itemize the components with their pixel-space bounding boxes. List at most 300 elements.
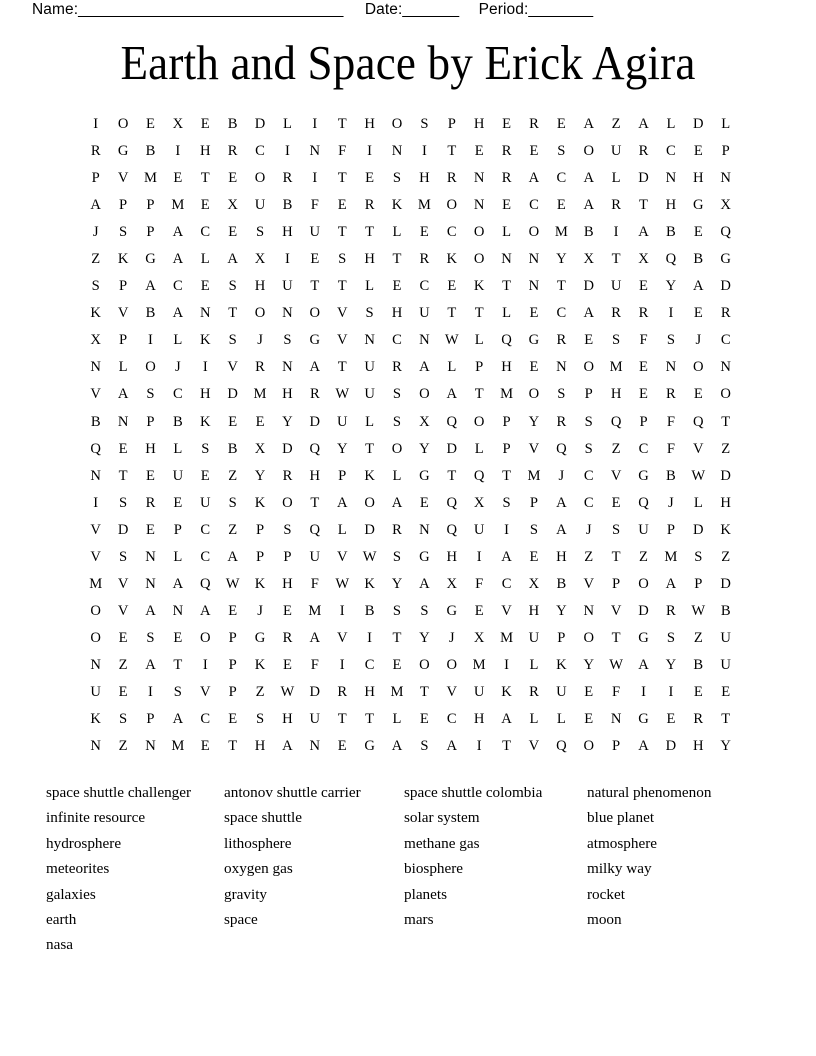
grid-cell[interactable]: H xyxy=(282,224,293,241)
grid-cell[interactable]: U xyxy=(282,278,293,295)
grid-cell[interactable]: F xyxy=(639,332,648,349)
grid-cell[interactable]: V xyxy=(117,602,129,619)
grid-cell[interactable]: E xyxy=(200,116,210,133)
grid-cell[interactable]: H xyxy=(199,386,211,403)
grid-cell[interactable]: N xyxy=(309,738,321,755)
grid-cell[interactable]: E xyxy=(146,521,155,538)
grid-cell[interactable]: E xyxy=(639,386,648,403)
grid-cell[interactable]: V xyxy=(501,602,512,619)
grid-cell[interactable]: Y xyxy=(391,575,403,592)
grid-cell[interactable]: V xyxy=(528,440,540,457)
grid-cell[interactable]: E xyxy=(529,359,539,376)
grid-cell[interactable]: Q xyxy=(665,251,677,268)
grid-cell[interactable]: D xyxy=(227,386,238,403)
grid-cell[interactable]: A xyxy=(227,251,238,268)
grid-cell[interactable]: M xyxy=(527,467,541,484)
grid-cell[interactable]: H xyxy=(282,386,293,403)
grid-cell[interactable]: P xyxy=(529,494,538,511)
grid-cell[interactable]: O xyxy=(309,305,321,322)
grid-cell[interactable]: S xyxy=(666,629,675,646)
grid-cell[interactable]: B xyxy=(145,305,156,322)
grid-cell[interactable]: D xyxy=(309,684,321,700)
grid-cell[interactable]: T xyxy=(721,413,731,430)
grid-cell[interactable]: Z xyxy=(228,521,238,538)
grid-cell[interactable]: T xyxy=(118,467,128,484)
grid-cell[interactable]: Q xyxy=(309,521,321,538)
grid-cell[interactable]: R xyxy=(392,521,402,538)
grid-cell[interactable]: N xyxy=(391,143,403,160)
word-list-item[interactable]: atmosphere xyxy=(587,834,658,852)
grid-cell[interactable]: H xyxy=(391,305,403,322)
grid-cell[interactable]: W xyxy=(225,575,240,592)
grid-cell[interactable]: H xyxy=(473,711,485,728)
grid-cell[interactable]: J xyxy=(257,602,263,619)
grid-cell[interactable]: Y xyxy=(282,413,293,430)
grid-cell[interactable]: E xyxy=(337,197,347,214)
grid-cell[interactable]: Q xyxy=(446,521,458,538)
grid-cell[interactable]: U xyxy=(309,224,321,241)
grid-cell[interactable]: K xyxy=(391,197,403,214)
grid-cell[interactable]: V xyxy=(610,467,622,484)
word-list-item[interactable]: lithosphere xyxy=(224,834,292,852)
grid-cell[interactable]: V xyxy=(336,305,348,322)
grid-cell[interactable]: O xyxy=(391,440,403,457)
grid-cell[interactable]: X xyxy=(528,575,540,592)
grid-cell[interactable]: U xyxy=(90,684,101,700)
grid-cell[interactable]: L xyxy=(392,224,402,241)
grid-cell[interactable]: H xyxy=(419,170,430,187)
word-list-item[interactable]: galaxies xyxy=(46,885,96,903)
grid-cell[interactable]: E xyxy=(173,494,183,511)
grid-cell[interactable]: O xyxy=(254,170,266,187)
grid-cell[interactable]: G xyxy=(638,467,649,484)
grid-cell[interactable]: Z xyxy=(118,656,128,673)
word-list-item[interactable]: nasa xyxy=(46,936,73,954)
grid-cell[interactable]: P xyxy=(255,548,265,565)
grid-cell[interactable]: E xyxy=(118,440,128,457)
grid-cell[interactable]: O xyxy=(199,629,211,646)
grid-cell[interactable]: H xyxy=(665,197,677,214)
grid-cell[interactable]: K xyxy=(199,413,211,430)
grid-cell[interactable]: L xyxy=(693,494,703,511)
grid-cell[interactable]: K xyxy=(556,656,567,673)
grid-cell[interactable]: G xyxy=(145,251,156,268)
grid-cell[interactable]: U xyxy=(720,629,731,646)
grid-cell[interactable]: N xyxy=(145,738,156,755)
grid-cell[interactable]: Z xyxy=(91,251,101,268)
grid-cell[interactable]: S xyxy=(694,548,703,565)
grid-cell[interactable]: Q xyxy=(720,224,731,241)
grid-cell[interactable]: E xyxy=(502,197,512,214)
grid-cell[interactable]: D xyxy=(583,278,594,295)
grid-cell[interactable]: A xyxy=(117,386,129,403)
grid-cell[interactable]: J xyxy=(92,224,99,241)
grid-cell[interactable]: Q xyxy=(610,413,622,430)
grid-cell[interactable]: M xyxy=(500,629,514,646)
grid-cell[interactable]: I xyxy=(339,656,345,673)
grid-cell[interactable]: A xyxy=(583,170,594,187)
grid-cell[interactable]: E xyxy=(392,278,402,295)
grid-cell[interactable]: S xyxy=(228,494,237,511)
grid-cell[interactable]: I xyxy=(668,305,674,322)
grid-cell[interactable]: T xyxy=(474,305,484,322)
grid-cell[interactable]: A xyxy=(638,116,649,133)
grid-cell[interactable]: U xyxy=(638,521,649,538)
grid-cell[interactable]: E xyxy=(173,170,183,187)
grid-cell[interactable]: E xyxy=(310,251,320,268)
grid-cell[interactable]: N xyxy=(419,332,430,349)
grid-cell[interactable]: E xyxy=(282,656,292,673)
grid-cell[interactable]: N xyxy=(309,143,321,160)
grid-cell[interactable]: G xyxy=(693,197,704,214)
grid-cell[interactable]: T xyxy=(502,738,512,755)
grid-cell[interactable]: H xyxy=(364,684,375,700)
grid-cell[interactable]: P xyxy=(146,224,155,241)
grid-cell[interactable]: R xyxy=(282,629,293,646)
grid-cell[interactable]: P xyxy=(255,521,265,538)
grid-cell[interactable]: W xyxy=(609,656,623,673)
grid-cell[interactable]: G xyxy=(720,251,731,268)
grid-cell[interactable]: D xyxy=(693,521,704,538)
grid-cell[interactable]: U xyxy=(720,656,731,673)
grid-cell[interactable]: N xyxy=(90,359,101,376)
grid-cell[interactable]: T xyxy=(611,629,621,646)
grid-cell[interactable]: L xyxy=(365,278,375,295)
grid-cell[interactable]: C xyxy=(255,143,265,160)
grid-cell[interactable]: I xyxy=(284,143,290,160)
grid-cell[interactable]: O xyxy=(419,386,430,403)
grid-cell[interactable]: P xyxy=(612,738,621,755)
grid-cell[interactable]: T xyxy=(502,278,512,295)
grid-cell[interactable]: L xyxy=(502,224,512,241)
grid-cell[interactable]: O xyxy=(90,602,101,619)
grid-cell[interactable]: F xyxy=(475,575,484,592)
grid-cell[interactable]: N xyxy=(145,575,156,592)
grid-cell[interactable]: T xyxy=(310,278,320,295)
grid-cell[interactable]: O xyxy=(364,494,375,511)
grid-cell[interactable]: R xyxy=(529,116,539,133)
grid-cell[interactable]: P xyxy=(228,656,237,673)
grid-cell[interactable]: R xyxy=(556,413,567,430)
grid-cell[interactable]: D xyxy=(638,170,649,187)
grid-cell[interactable]: A xyxy=(172,575,184,592)
grid-cell[interactable]: L xyxy=(282,116,292,133)
grid-cell[interactable]: A xyxy=(583,305,594,322)
grid-cell[interactable]: T xyxy=(419,684,429,700)
grid-cell[interactable]: D xyxy=(364,521,375,538)
grid-cell[interactable]: X xyxy=(227,197,238,214)
grid-cell[interactable]: N xyxy=(720,359,731,376)
grid-cell[interactable]: B xyxy=(227,116,238,133)
grid-cell[interactable]: E xyxy=(337,738,347,755)
grid-cell[interactable]: F xyxy=(666,440,675,457)
grid-cell[interactable]: Z xyxy=(721,440,731,457)
word-list-item[interactable]: mars xyxy=(404,910,434,928)
grid-cell[interactable]: X xyxy=(90,332,101,349)
word-list-item[interactable]: hydrosphere xyxy=(46,834,122,852)
grid-cell[interactable]: G xyxy=(117,143,129,160)
word-list-item[interactable]: oxygen gas xyxy=(224,860,293,878)
grid-cell[interactable]: R xyxy=(529,684,539,700)
grid-cell[interactable]: N xyxy=(145,548,156,565)
grid-cell[interactable]: T xyxy=(337,711,347,728)
grid-cell[interactable]: O xyxy=(583,359,594,376)
grid-cell[interactable]: M xyxy=(500,386,514,403)
grid-cell[interactable]: E xyxy=(693,224,703,241)
grid-cell[interactable]: V xyxy=(117,170,129,187)
grid-cell[interactable]: M xyxy=(554,224,568,241)
grid-cell[interactable]: B xyxy=(173,413,183,430)
grid-cell[interactable]: O xyxy=(254,305,266,322)
grid-cell[interactable]: K xyxy=(720,521,731,538)
grid-cell[interactable]: E xyxy=(392,656,402,673)
grid-cell[interactable]: J xyxy=(695,332,702,349)
grid-cell[interactable]: T xyxy=(556,278,566,295)
grid-cell[interactable]: E xyxy=(502,116,512,133)
grid-cell[interactable]: O xyxy=(583,629,594,646)
grid-cell[interactable]: O xyxy=(473,413,485,430)
grid-cell[interactable]: O xyxy=(720,386,731,403)
grid-cell[interactable]: I xyxy=(202,656,208,673)
grid-cell[interactable]: H xyxy=(145,440,156,457)
grid-cell[interactable]: G xyxy=(419,548,430,565)
grid-cell[interactable]: X xyxy=(638,251,649,268)
grid-cell[interactable]: H xyxy=(254,278,266,295)
grid-cell[interactable]: S xyxy=(173,684,182,700)
grid-cell[interactable]: L xyxy=(173,332,183,349)
grid-cell[interactable]: Y xyxy=(583,656,594,673)
grid-cell[interactable]: O xyxy=(419,656,430,673)
grid-cell[interactable]: Z xyxy=(611,440,621,457)
grid-cell[interactable]: D xyxy=(282,440,293,457)
grid-cell[interactable]: E xyxy=(200,738,210,755)
grid-cell[interactable]: N xyxy=(282,359,293,376)
grid-cell[interactable]: X xyxy=(473,629,485,646)
word-list-item[interactable]: space shuttle xyxy=(224,809,303,827)
grid-cell[interactable]: S xyxy=(119,224,128,241)
grid-cell[interactable]: I xyxy=(641,684,646,700)
grid-cell[interactable]: L xyxy=(529,656,539,673)
grid-cell[interactable]: G xyxy=(638,711,649,728)
grid-cell[interactable]: K xyxy=(254,656,266,673)
grid-cell[interactable]: U xyxy=(309,711,321,728)
grid-cell[interactable]: J xyxy=(175,359,181,376)
grid-cell[interactable]: B xyxy=(556,575,567,592)
grid-cell[interactable]: F xyxy=(666,413,675,430)
grid-cell[interactable]: O xyxy=(528,224,540,241)
grid-cell[interactable]: C xyxy=(173,386,183,403)
grid-cell[interactable]: Q xyxy=(199,575,211,592)
grid-cell[interactable]: V xyxy=(583,575,594,592)
grid-cell[interactable]: E xyxy=(693,386,703,403)
grid-cell[interactable]: I xyxy=(284,251,290,268)
grid-cell[interactable]: S xyxy=(146,629,155,646)
grid-cell[interactable]: A xyxy=(556,494,567,511)
grid-cell[interactable]: H xyxy=(556,548,567,565)
grid-cell[interactable]: C xyxy=(720,332,731,349)
word-search-grid[interactable] xyxy=(82,111,734,760)
grid-cell[interactable]: P xyxy=(666,521,675,538)
grid-cell[interactable]: C xyxy=(501,575,512,592)
grid-cell[interactable]: N xyxy=(665,359,677,376)
grid-cell[interactable]: R xyxy=(501,143,512,160)
grid-cell[interactable]: T xyxy=(337,170,347,187)
grid-cell[interactable]: S xyxy=(557,143,566,160)
grid-cell[interactable]: B xyxy=(720,602,731,619)
grid-cell[interactable]: I xyxy=(504,656,509,673)
grid-cell[interactable]: P xyxy=(146,711,155,728)
grid-cell[interactable]: A xyxy=(172,711,184,728)
grid-cell[interactable]: T xyxy=(173,656,183,673)
grid-cell[interactable]: X xyxy=(172,116,184,133)
grid-cell[interactable]: S xyxy=(392,602,402,619)
grid-cell[interactable]: D xyxy=(446,440,458,457)
grid-cell[interactable]: M xyxy=(171,197,185,214)
grid-cell[interactable]: F xyxy=(310,575,319,592)
grid-cell[interactable]: T xyxy=(392,629,402,646)
grid-cell[interactable]: R xyxy=(720,305,731,322)
grid-cell[interactable]: A xyxy=(172,305,184,322)
grid-cell[interactable]: Q xyxy=(309,440,321,457)
grid-cell[interactable]: E xyxy=(639,359,648,376)
grid-cell[interactable]: O xyxy=(90,629,101,646)
grid-cell[interactable]: T xyxy=(447,467,457,484)
grid-cell[interactable]: N xyxy=(199,305,211,322)
grid-cell[interactable]: A xyxy=(199,602,211,619)
word-list-item[interactable]: blue planet xyxy=(587,809,655,827)
grid-cell[interactable]: U xyxy=(473,684,485,700)
grid-cell[interactable]: K xyxy=(501,684,512,700)
grid-cell[interactable]: T xyxy=(365,440,375,457)
grid-cell[interactable]: B xyxy=(145,143,156,160)
grid-cell[interactable]: Z xyxy=(228,467,238,484)
grid-cell[interactable]: R xyxy=(611,197,621,214)
grid-cell[interactable]: Y xyxy=(665,278,677,295)
grid-cell[interactable]: V xyxy=(336,548,348,565)
grid-cell[interactable]: D xyxy=(720,467,731,484)
word-list-item[interactable]: solar system xyxy=(404,809,480,827)
grid-cell[interactable]: A xyxy=(90,197,101,214)
grid-cell[interactable]: Z xyxy=(721,548,731,565)
grid-cell[interactable]: S xyxy=(584,413,593,430)
grid-cell[interactable]: S xyxy=(283,521,292,538)
grid-cell[interactable]: V xyxy=(446,684,458,700)
grid-cell[interactable]: H xyxy=(501,359,512,376)
grid-cell[interactable]: O xyxy=(446,656,458,673)
grid-cell[interactable]: F xyxy=(338,143,347,160)
grid-cell[interactable]: Y xyxy=(336,440,348,457)
grid-cell[interactable]: R xyxy=(446,170,457,187)
grid-cell[interactable]: A xyxy=(419,359,430,376)
grid-cell[interactable]: D xyxy=(720,278,731,295)
grid-cell[interactable]: M xyxy=(143,170,157,187)
grid-cell[interactable]: E xyxy=(200,197,210,214)
grid-cell[interactable]: M xyxy=(609,359,623,376)
grid-cell[interactable]: R xyxy=(255,359,265,376)
grid-cell[interactable]: T xyxy=(310,494,320,511)
grid-cell[interactable]: C xyxy=(173,278,183,295)
grid-cell[interactable]: Q xyxy=(556,440,567,457)
grid-cell[interactable]: C xyxy=(529,197,539,214)
grid-cell[interactable]: S xyxy=(420,738,429,755)
grid-cell[interactable]: T xyxy=(365,224,375,241)
grid-cell[interactable]: T xyxy=(392,251,402,268)
grid-cell[interactable]: P xyxy=(228,629,237,646)
grid-cell[interactable]: R xyxy=(419,251,430,268)
grid-cell[interactable]: T xyxy=(639,197,648,214)
grid-cell[interactable]: J xyxy=(257,332,263,349)
grid-cell[interactable]: N xyxy=(473,197,485,214)
grid-cell[interactable]: K xyxy=(364,575,375,592)
grid-cell[interactable]: A xyxy=(501,548,512,565)
grid-cell[interactable]: P xyxy=(639,413,648,430)
grid-cell[interactable]: E xyxy=(118,684,128,700)
grid-cell[interactable]: O xyxy=(117,116,129,133)
grid-cell[interactable]: A xyxy=(583,197,594,214)
grid-cell[interactable]: L xyxy=(392,711,402,728)
grid-cell[interactable]: V xyxy=(693,440,704,457)
grid-cell[interactable]: X xyxy=(720,197,731,214)
grid-cell[interactable]: G xyxy=(309,332,321,349)
grid-cell[interactable]: A xyxy=(583,116,594,133)
grid-cell[interactable]: E xyxy=(419,711,429,728)
grid-cell[interactable]: S xyxy=(146,386,155,403)
grid-cell[interactable]: A xyxy=(309,359,321,376)
grid-cell[interactable]: B xyxy=(364,602,375,619)
grid-cell[interactable]: S xyxy=(283,332,292,349)
grid-cell[interactable]: E xyxy=(228,711,238,728)
grid-cell[interactable]: E xyxy=(282,602,292,619)
grid-cell[interactable]: G xyxy=(638,629,649,646)
grid-cell[interactable]: E xyxy=(556,116,566,133)
grid-cell[interactable]: S xyxy=(119,711,128,728)
grid-cell[interactable]: X xyxy=(473,494,485,511)
grid-cell[interactable]: S xyxy=(392,170,402,187)
grid-cell[interactable]: P xyxy=(119,332,128,349)
grid-cell[interactable]: D xyxy=(254,116,266,133)
grid-cell[interactable]: N xyxy=(172,602,184,619)
grid-cell[interactable]: T xyxy=(721,711,731,728)
grid-cell[interactable]: R xyxy=(364,197,375,214)
grid-cell[interactable]: S xyxy=(612,521,621,538)
grid-cell[interactable]: B xyxy=(227,440,238,457)
grid-cell[interactable]: C xyxy=(419,278,430,295)
grid-cell[interactable]: E xyxy=(474,143,484,160)
grid-cell[interactable]: Z xyxy=(584,548,594,565)
grid-cell[interactable]: M xyxy=(308,602,322,619)
grid-cell[interactable]: L xyxy=(173,440,183,457)
grid-cell[interactable]: P xyxy=(584,386,593,403)
grid-cell[interactable]: A xyxy=(172,224,184,241)
grid-cell[interactable]: A xyxy=(528,170,540,187)
grid-cell[interactable]: R xyxy=(392,359,402,376)
grid-cell[interactable]: O xyxy=(528,386,540,403)
grid-cell[interactable]: F xyxy=(310,197,319,214)
grid-cell[interactable]: N xyxy=(583,602,594,619)
grid-cell[interactable]: U xyxy=(336,413,348,430)
grid-cell[interactable]: Q xyxy=(556,738,567,755)
grid-cell[interactable]: S xyxy=(420,602,429,619)
grid-cell[interactable]: P xyxy=(475,359,484,376)
grid-cell[interactable]: Y xyxy=(419,629,430,646)
grid-cell[interactable]: U xyxy=(419,305,430,322)
grid-cell[interactable]: S xyxy=(584,440,593,457)
grid-cell[interactable]: G xyxy=(419,467,430,484)
grid-cell[interactable]: F xyxy=(310,656,319,673)
grid-cell[interactable]: C xyxy=(200,711,211,728)
grid-cell[interactable]: A xyxy=(145,656,156,673)
grid-cell[interactable]: U xyxy=(556,684,567,700)
